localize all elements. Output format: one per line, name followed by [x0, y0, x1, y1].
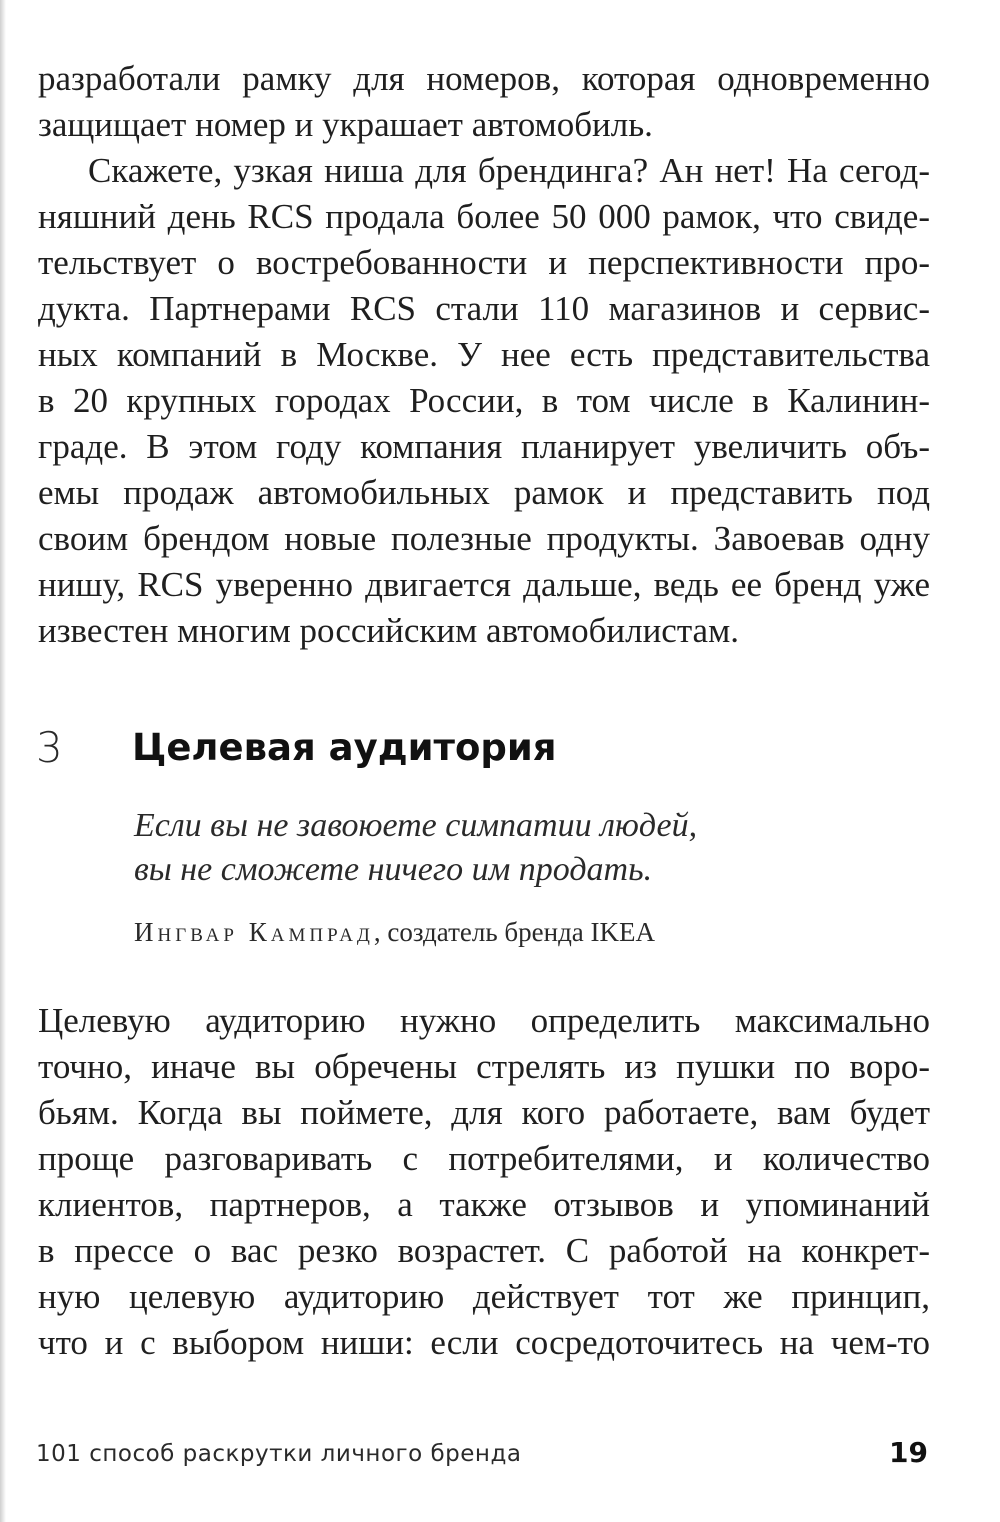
text-line: ную целевую аудиторию действует тот же принцип, [38, 1277, 930, 1316]
text-line: что и с выбором ниши: если сосредоточитесь на чем-то [38, 1323, 930, 1362]
section-title: Целевая аудитория [132, 726, 557, 769]
page-number: 19 [889, 1436, 928, 1469]
text-line: ных компаний в Москве. У нее есть представительства [38, 335, 930, 374]
text-line: емы продаж автомобильных рамок и представить под [38, 473, 930, 512]
epigraph-attribution [134, 914, 655, 950]
text-line: граде. В этом году компания планирует увеличить объ- [38, 427, 930, 466]
section-number: 3 [36, 723, 63, 772]
text-line: няшний день RCS продала более 50 000 рамок, что свиде- [38, 197, 930, 236]
text-line: бьям. Когда вы поймете, для кого работаете, вам будет [38, 1093, 930, 1132]
text-line: известен многим российским автомобилистам. [38, 611, 739, 650]
text-line: дукта. Партнерами RCS стали 110 магазинов и сервис- [38, 289, 930, 328]
text-line: проще разговаривать с потребителями, и количество [38, 1139, 930, 1178]
text-line: нишу, RCS уверенно двигается дальше, ведь ее бренд уже [38, 565, 930, 604]
text-line: тельствует о востребованности и перспективности про- [38, 243, 930, 282]
text-line: защищает номер и украшает автомобиль. [38, 105, 653, 144]
page-spine-shadow [0, 0, 6, 1522]
epigraph-line: вы не сможете ничего им продать. [134, 851, 653, 888]
text-line: разработали рамку для номеров, которая одновременно [38, 59, 930, 98]
text-line: Целевую аудиторию нужно определить максимально [38, 1001, 930, 1040]
text-line: точно, иначе вы обречены стрелять из пушки по воро- [38, 1047, 930, 1086]
running-footer-title: 101 способ раскрутки личного бренда [36, 1441, 522, 1467]
text-line: Скажете, узкая ниша для брендинга? Ан нет! На сегод- [88, 151, 930, 190]
epigraph-author: Ингвар Кампрад [134, 917, 374, 947]
text-line: клиентов, партнеров, а также отзывов и упоминаний [38, 1185, 930, 1224]
text-line: в 20 крупных городах России, в том числе в Калинин- [38, 381, 930, 420]
text-line: в прессе о вас резко возрастет. С работой на конкрет- [38, 1231, 930, 1270]
text-line: своим брендом новые полезные продукты. Завоевав одну [38, 519, 930, 558]
epigraph-author-role: , создатель бренда IKEA [373, 917, 656, 947]
epigraph-line: Если вы не завоюете симпатии людей, [134, 807, 698, 844]
